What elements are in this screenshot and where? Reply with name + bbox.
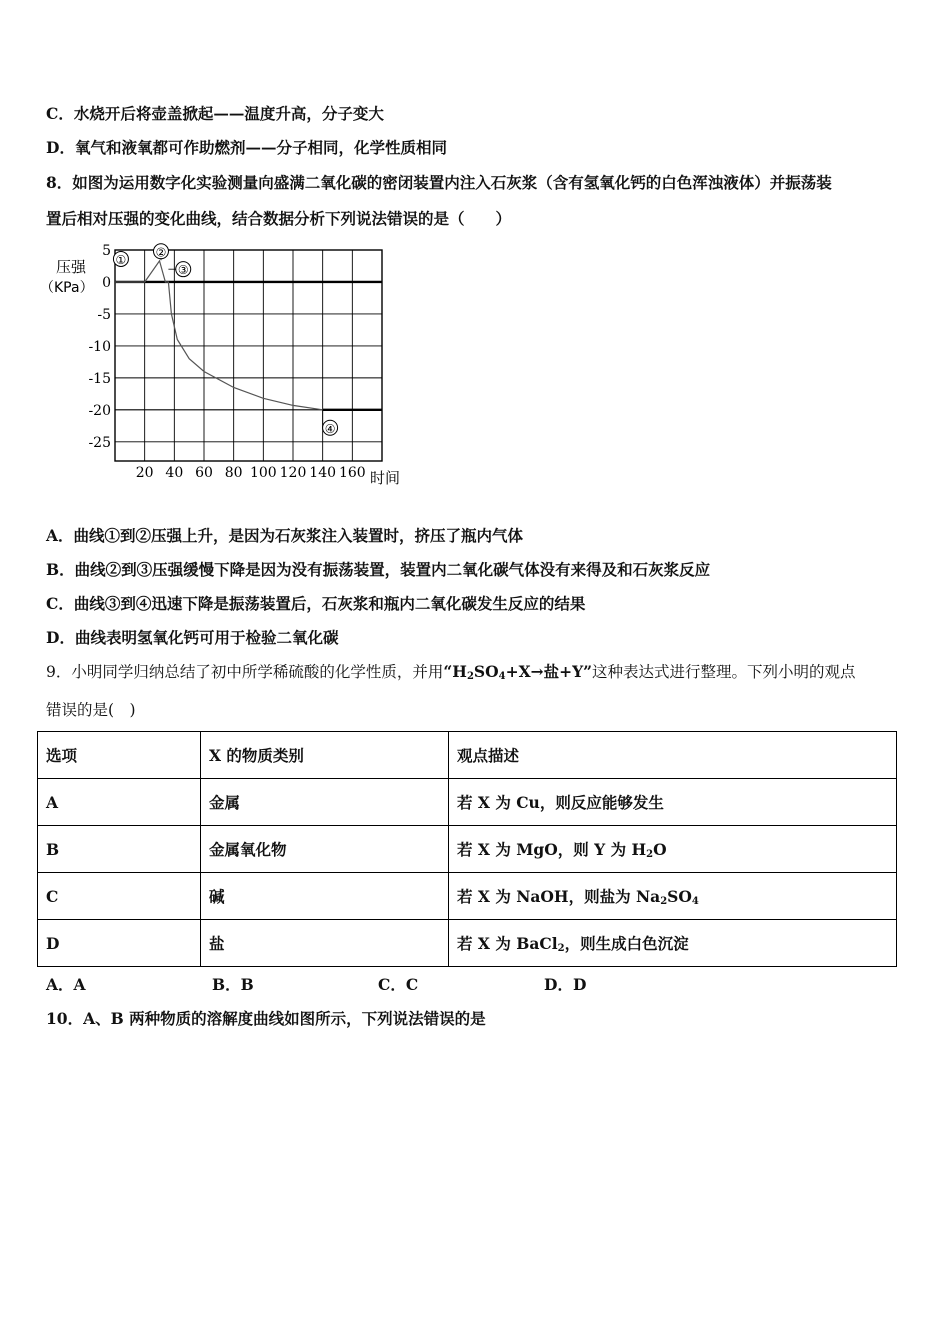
table-cell: D xyxy=(38,920,201,967)
x-tick-label: 160 xyxy=(338,465,366,481)
q8-option-b: B．曲线②到③压强缓慢下降是因为没有振荡装置，装置内二氧化碳气体没有来得及和石灰浆反应 xyxy=(46,560,711,579)
table-cell: 若 X 为 NaOH，则盐为 $Na_2SO_4$ xyxy=(449,873,897,920)
x-tick-label: 120 xyxy=(279,465,307,481)
table-row xyxy=(38,779,897,826)
marker-4-label: ④ xyxy=(324,421,336,436)
pressure-curve xyxy=(115,261,382,410)
x-tick-label: 40 xyxy=(165,465,184,481)
y-tick-label: 0 xyxy=(102,274,111,291)
table-header-cell: 观点描述 xyxy=(449,732,897,779)
y-tick-label: -10 xyxy=(88,338,111,355)
x-tick-label: 80 xyxy=(224,465,243,481)
table-cell: 金属 xyxy=(201,779,449,826)
chart-ticks xyxy=(88,243,365,481)
y-tick-label: -5 xyxy=(97,306,111,323)
q9-formula: “$H_2SO_4+X\to$盐+Y” xyxy=(443,662,593,682)
table-row xyxy=(38,873,897,920)
x-tick-label: 140 xyxy=(309,465,337,481)
y-axis-label-pressure: 压强 xyxy=(56,258,87,276)
table-cell: 若 X 为 BaCl$_2$，则生成白色沉淀 xyxy=(449,920,897,967)
x-tick-label: 60 xyxy=(195,465,213,481)
y-tick-label: -25 xyxy=(88,434,111,451)
x-tick-label: 100 xyxy=(249,465,277,481)
pressure-chart xyxy=(40,240,420,495)
choice-b: B．B xyxy=(212,975,254,994)
table-header-cell: X 的物质类别 xyxy=(201,732,449,779)
y-tick-label: -15 xyxy=(88,370,111,387)
table-cell: A xyxy=(38,779,201,826)
q8-stem-line1: 8．如图为运用数字化实验测量向盛满二氧化碳的密闭装置内注入石灰浆（含有氢氧化钙的白色浑浊液体）并振荡装 xyxy=(46,173,832,192)
q9-choices xyxy=(46,973,710,995)
chart-grid xyxy=(115,250,382,461)
choice-a: A．A xyxy=(46,975,86,994)
q9-table xyxy=(37,731,897,967)
marker-2-label: ② xyxy=(155,245,167,260)
marker-3-label: ③ xyxy=(177,263,189,278)
x-tick-label: 20 xyxy=(135,465,154,481)
table-cell: B xyxy=(38,826,201,873)
table-row xyxy=(38,920,897,967)
prev-option-d: D．氧气和液氧都可作助燃剂——分子相同，化学性质相同 xyxy=(46,138,447,157)
table-cell: 若 X 为 Cu，则反应能够发生 xyxy=(449,779,897,826)
table-cell: C xyxy=(38,873,201,920)
q10-stem: 10．A、B 两种物质的溶解度曲线如图所示，下列说法错误的是 xyxy=(46,1009,486,1028)
q9-stem-line2: 错误的是( ) xyxy=(46,701,136,719)
prev-option-c: C．水烧开后将壶盖掀起——温度升高，分子变大 xyxy=(46,104,384,123)
chart-curve xyxy=(115,261,382,410)
q8-stem-line2: 置后相对压强的变化曲线，结合数据分析下列说法错误的是（ ） xyxy=(46,209,512,228)
y-tick-label: -20 xyxy=(88,402,111,419)
x-axis-label-time: 时间 xyxy=(370,469,401,487)
choice-d: D．D xyxy=(544,975,587,994)
table-cell: 若 X 为 MgO，则 Y 为 $H_2O$ xyxy=(449,826,897,873)
table-header-row xyxy=(38,732,897,779)
y-axis-label-unit: （KPa） xyxy=(40,280,94,296)
choice-c: C．C xyxy=(378,975,419,994)
y-tick-label: 5 xyxy=(102,243,111,259)
q8-option-d: D．曲线表明氢氧化钙可用于检验二氧化碳 xyxy=(46,628,339,647)
table-row xyxy=(38,826,897,873)
table-cell: 盐 xyxy=(201,920,449,967)
q8-option-c: C．曲线③到④迅速下降是振荡装置后，石灰浆和瓶内二氧化碳发生反应的结果 xyxy=(46,594,586,613)
table-header-cell: 选项 xyxy=(38,732,201,779)
q8-option-a: A．曲线①到②压强上升，是因为石灰浆注入装置时，挤压了瓶内气体 xyxy=(46,526,524,545)
marker-1-label: ① xyxy=(115,252,127,267)
table-cell: 金属氧化物 xyxy=(201,826,449,873)
q9-stem-line1: 9．小明同学归纳总结了初中所学稀硫酸的化学性质，并用“$H_2SO_4+X\to$盐+Y”这种表达式进行整理。下列小明的观点 xyxy=(46,662,856,682)
table-cell: 碱 xyxy=(201,873,449,920)
